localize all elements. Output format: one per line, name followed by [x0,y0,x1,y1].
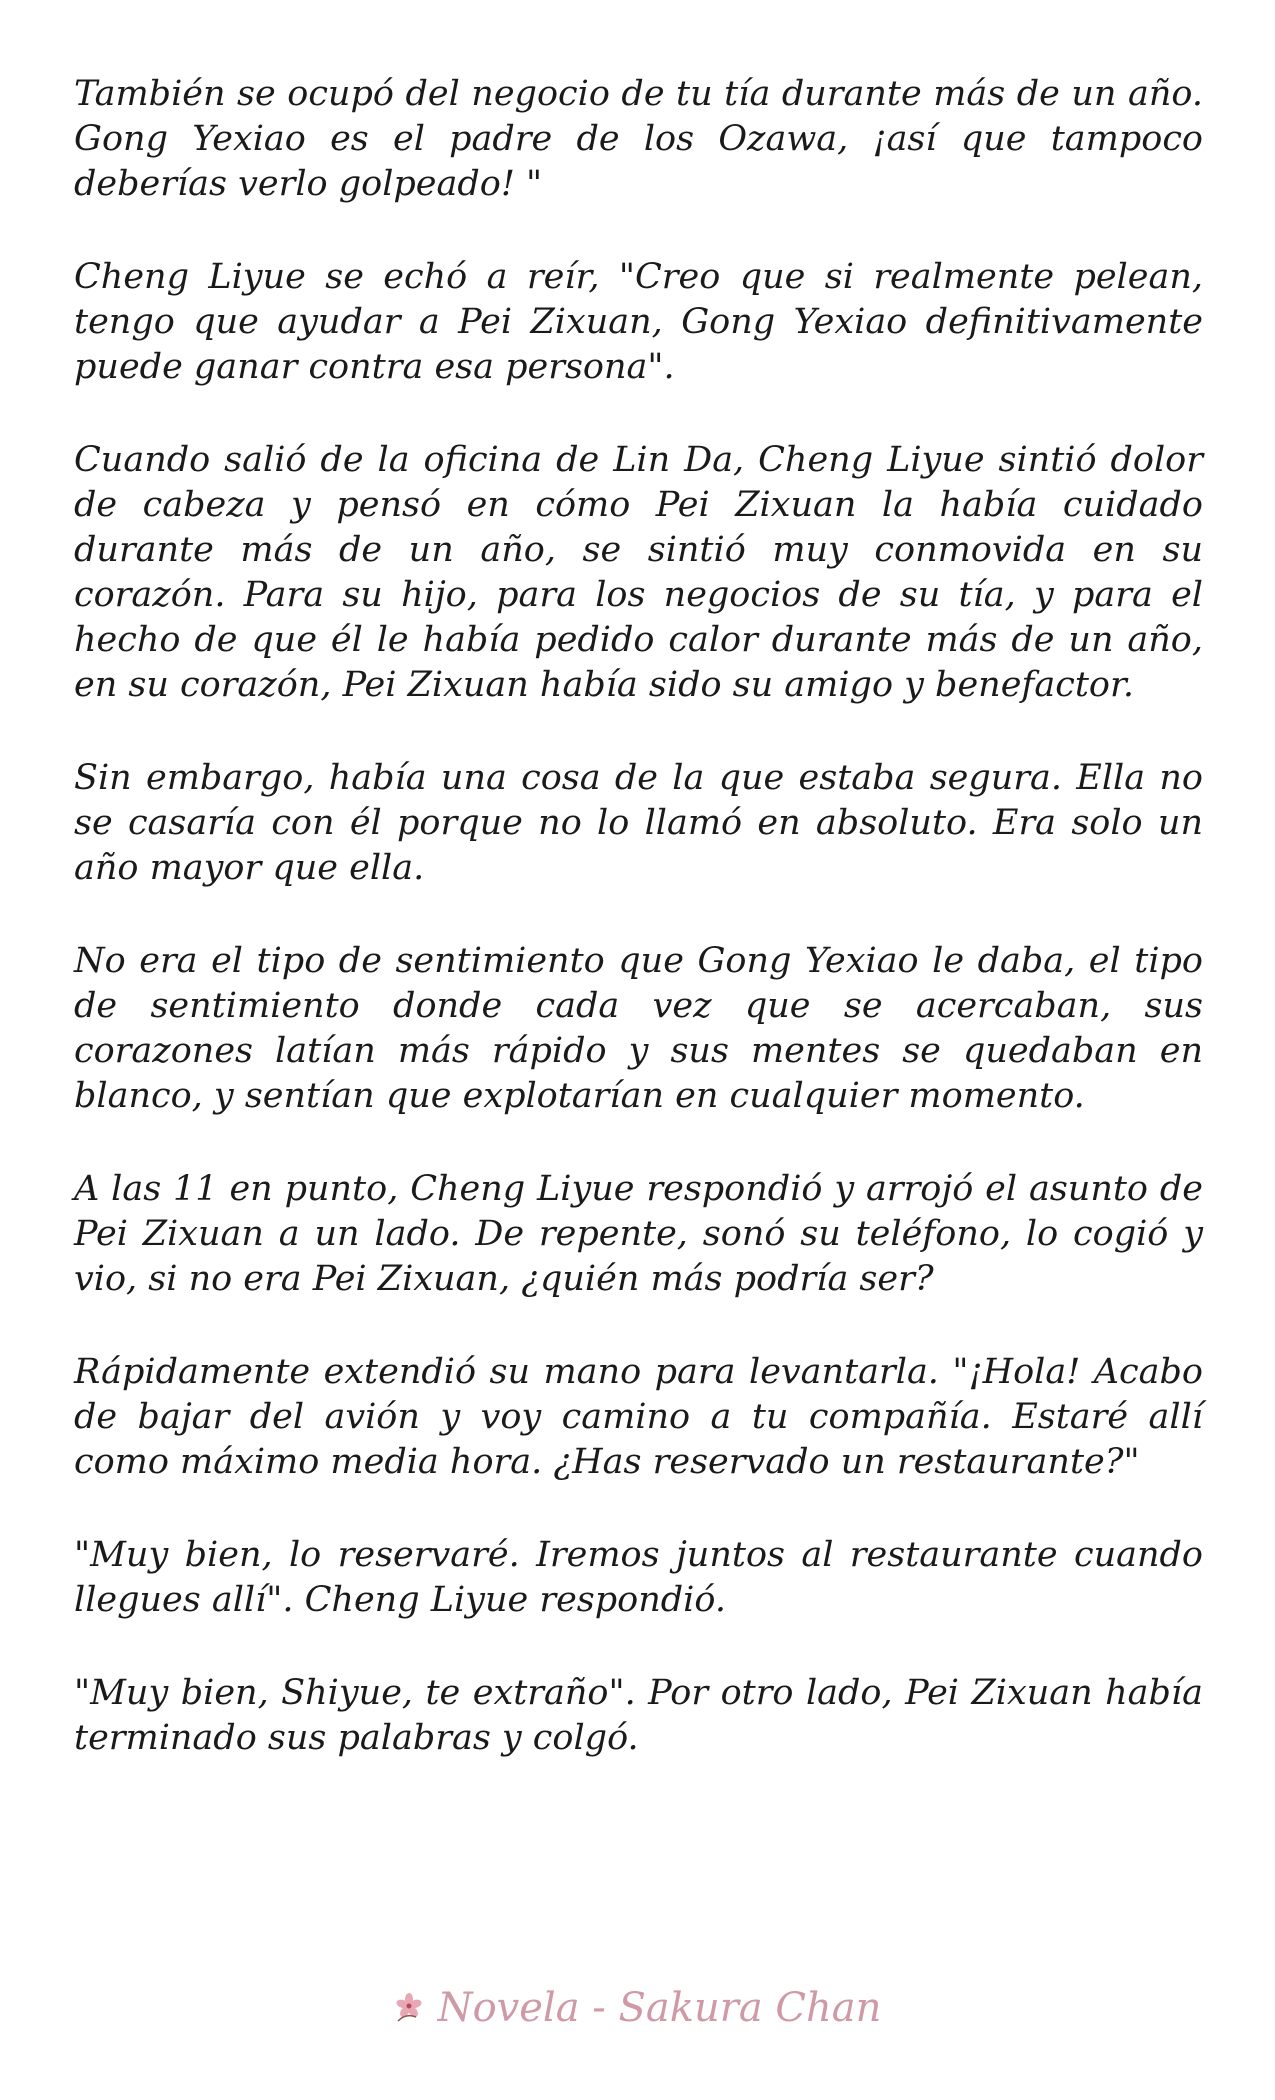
paragraph: Rápidamente extendió su mano para levantarla. "¡Hola! Acabo de bajar del avión y voy camino a tu compañía. Estaré allí como máximo media hora. ¿Has reservado un restaurante?" [74,1352,1203,1482]
watermark-text: Novela - Sakura Chan [437,1985,882,2031]
sakura-flower-icon [394,1991,428,2025]
paragraph: Cuando salió de la oficina de Lin Da, Cheng Liyue sintió dolor de cabeza y pensó en cómo Pei Zixuan la había cuidado durante más de un año, se sintió muy conmovida en su corazón. Para su hijo, para los negocios de su tía, y para el hecho de que él le había pedido calor durante más de un año, en su corazón, Pei Zixuan había sido su amigo y benefactor. [74,440,1203,705]
paragraph: "Muy bien, lo reservaré. Iremos juntos al restaurante cuando llegues allí". Cheng Liyue respondió. [74,1535,1203,1620]
paragraph: No era el tipo de sentimiento que Gong Yexiao le daba, el tipo de sentimiento donde cada vez que se acercaban, sus corazones latían más rápido y sus mentes se quedaban en blanco, y sentían que explotarían en cualquier momento. [74,941,1203,1116]
paragraph: A las 11 en punto, Cheng Liyue respondió y arrojó el asunto de Pei Zixuan a un lado. De repente, sonó su teléfono, lo cogió y vio, si no era Pei Zixuan, ¿quién más podría ser? [74,1169,1203,1299]
watermark [394,1985,882,2031]
document-body [74,72,1203,1809]
paragraph: También se ocupó del negocio de tu tía durante más de un año. Gong Yexiao es el padre de los Ozawa, ¡así que tampoco deberías verlo golpeado! " [74,74,1203,204]
paragraph: Cheng Liyue se echó a reír, "Creo que si realmente pelean, tengo que ayudar a Pei Zixuan, Gong Yexiao definitivamente puede ganar contra esa persona". [74,257,1203,387]
paragraph: "Muy bien, Shiyue, te extraño". Por otro lado, Pei Zixuan había terminado sus palabras y colgó. [74,1673,1203,1758]
watermark-footer [0,1985,1275,2045]
paragraph: Sin embargo, había una cosa de la que estaba segura. Ella no se casaría con él porque no lo llamó en absoluto. Era solo un año mayor que ella. [74,758,1203,888]
